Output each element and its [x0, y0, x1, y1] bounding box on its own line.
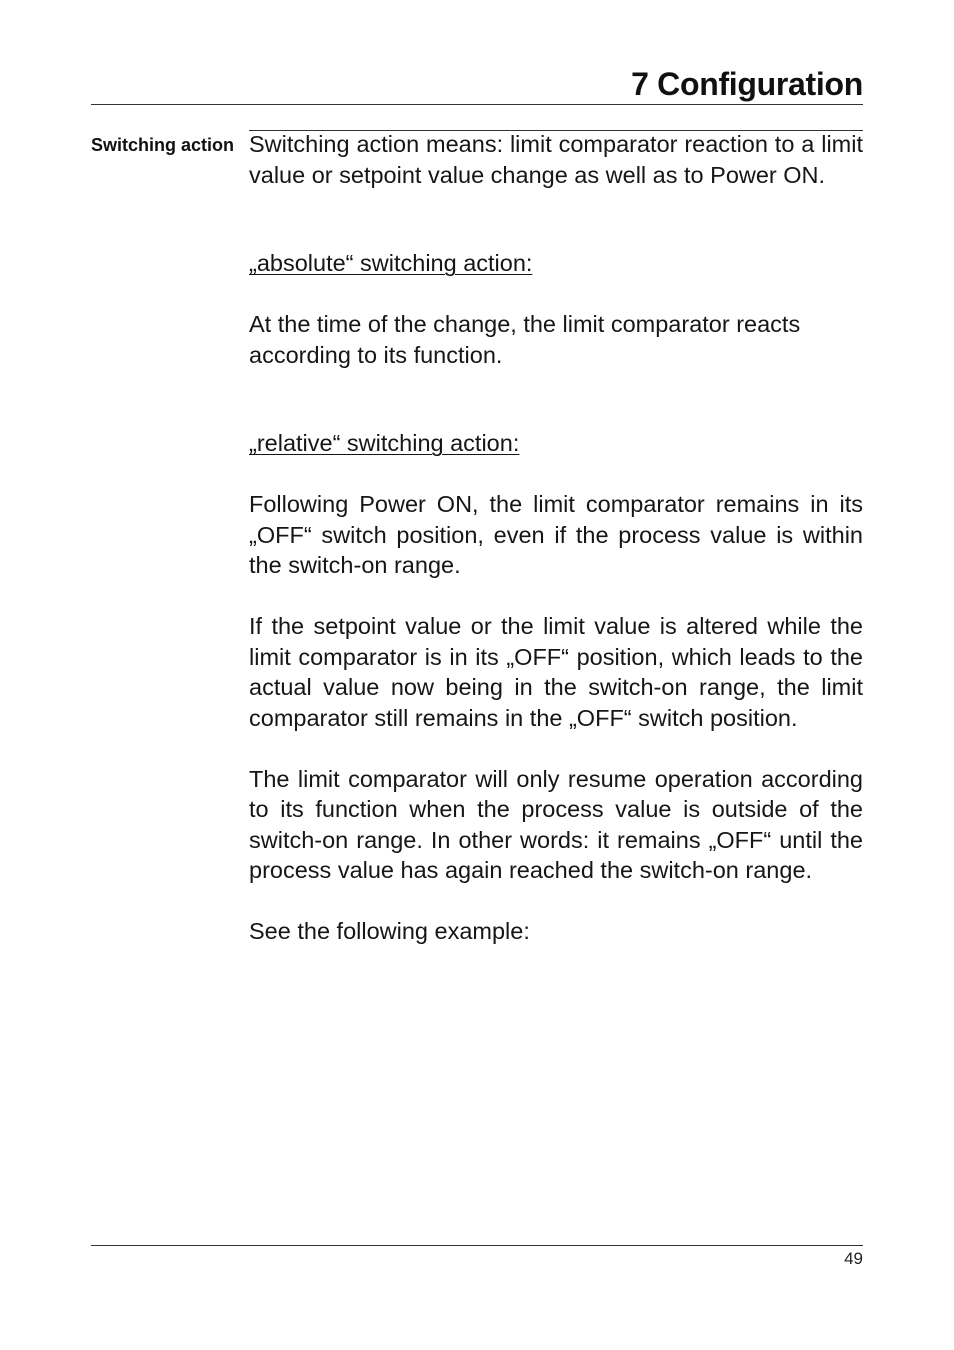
chapter-title: 7 Configuration: [631, 66, 863, 102]
absolute-heading: „absolute“ switching action:: [249, 250, 533, 276]
page-number: 49: [844, 1249, 863, 1268]
intro-paragraph: Switching action means: limit comparator reaction to a limit value or setpoint value change as well as to Power ON.: [249, 131, 863, 188]
header-divider: [91, 104, 863, 105]
absolute-paragraph: At the time of the change, the limit comparator reacts according to its function.: [249, 311, 801, 368]
relative-paragraph-3: The limit comparator will only resume operation according to its function when the process value is outside of the switch-on range. In other words: it remains „OFF“ until the process value has again reached the switch-on range.: [249, 765, 863, 883]
relative-paragraph-2: If the setpoint value or the limit value is altered while the limit comparator is in its „OFF“ position, which leads to the actual value now being in the switch-on range, the limit comparator still remains in the „OFF“ switch position.: [249, 613, 863, 731]
footer-divider: [91, 1245, 863, 1246]
relative-heading: „relative“ switching action:: [249, 430, 520, 456]
section-label: Switching action: [91, 135, 235, 155]
relative-paragraph-1: Following Power ON, the limit comparator remains in its „OFF“ switch position, even if the process value is within the switch-on range.: [249, 491, 863, 578]
section-body: [249, 129, 863, 947]
example-note: See the following example:: [249, 918, 530, 944]
